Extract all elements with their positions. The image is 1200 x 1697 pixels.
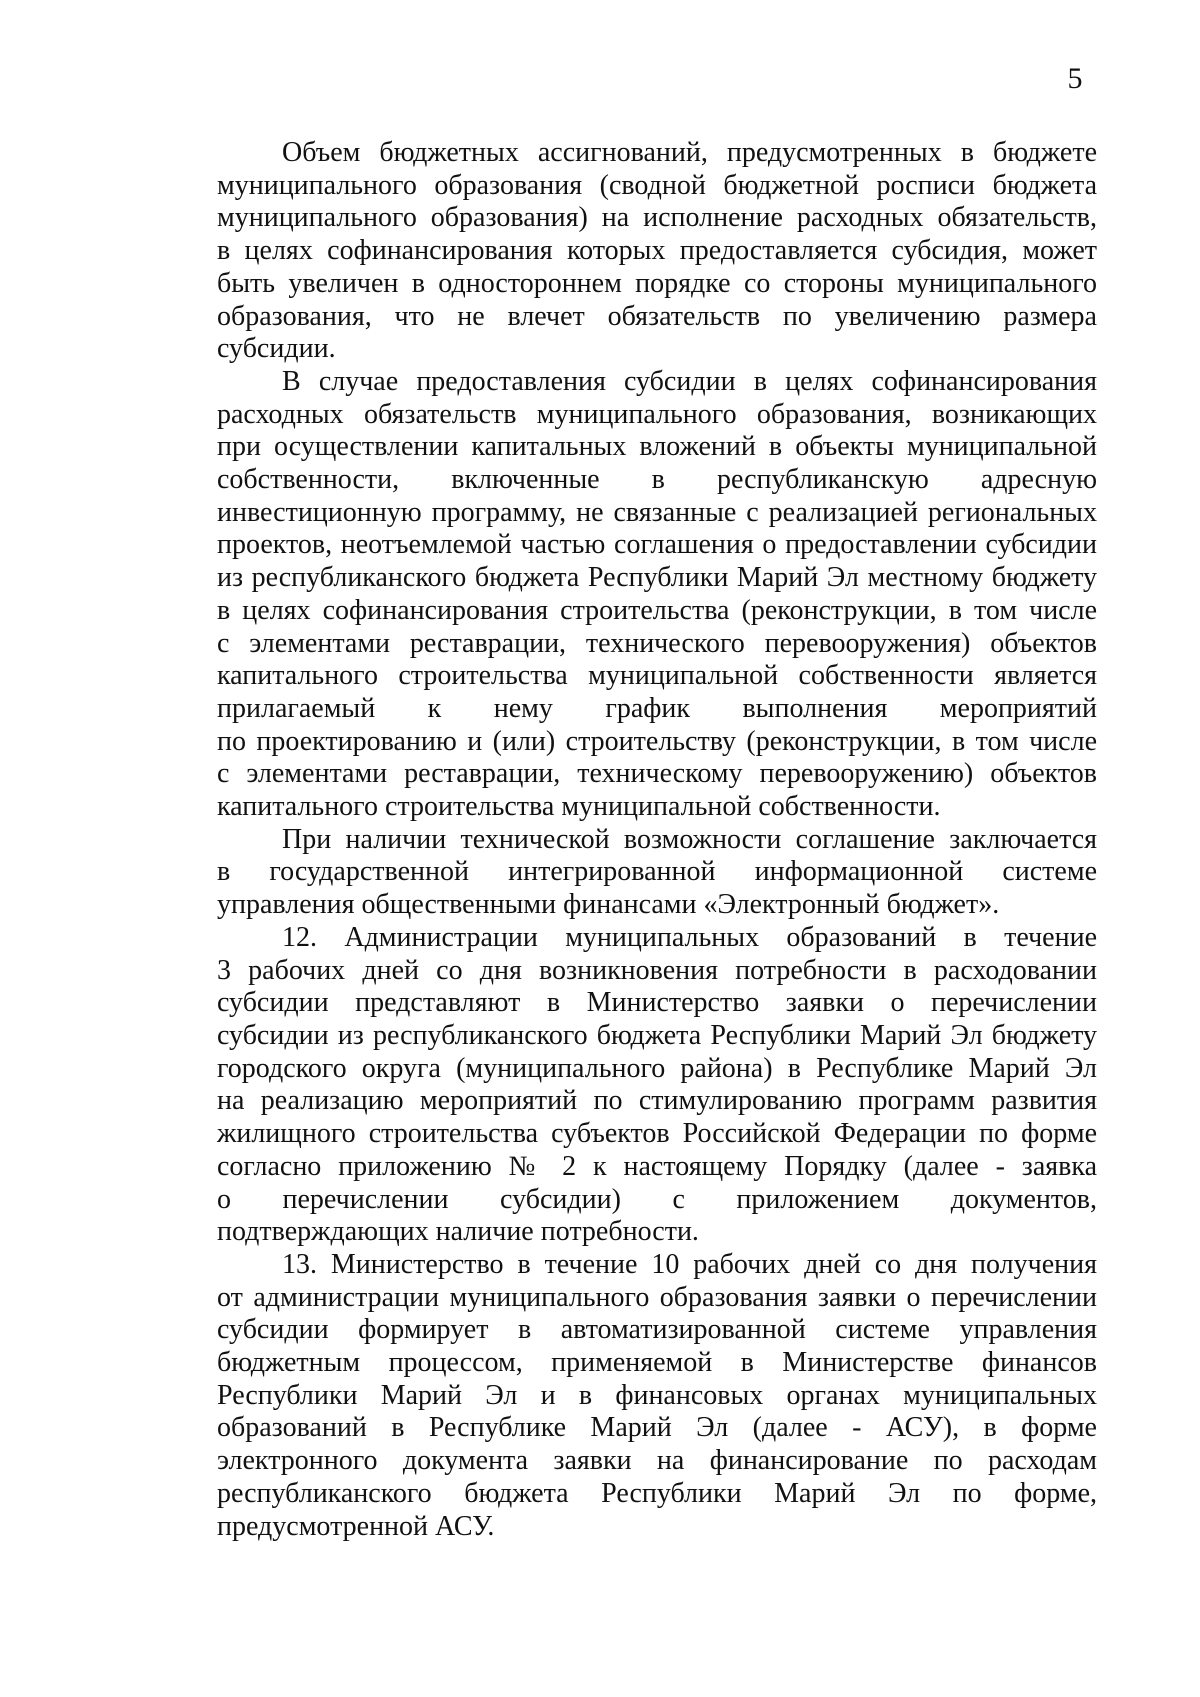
paragraph-budget-allocations [217, 137, 1097, 366]
text-line: согласно приложению № 2 к настоящему Порядку (далее - заявка [217, 1150, 1097, 1182]
text-line: при осуществлении капитальных вложений в объекты муниципальной [217, 431, 1097, 463]
text-line: 12. Администрации муниципальных образований в течение [282, 921, 1097, 953]
text-line: субсидии из республиканского бюджета Республики Марий Эл бюджету [217, 1019, 1097, 1051]
text-line: субсидии представляют в Министерство заявки о перечислении [217, 987, 1097, 1019]
text-line: в целях софинансирования строительства (реконструкции, в том числе [217, 594, 1097, 626]
text-line: 13. Министерство в течение 10 рабочих дней со дня получения [282, 1248, 1097, 1280]
text-line: При наличии технической возможности соглашение заключается [282, 823, 1097, 855]
text-line: о перечислении субсидии) с приложением документов, [217, 1183, 1097, 1215]
text-line: бюджетным процессом, применяемой в Министерстве финансов [217, 1347, 1097, 1379]
text-line: образования, что не влечет обязательств по увеличению размера [217, 300, 1097, 332]
text-line: Объем бюджетных ассигнований, предусмотренных в бюджете [282, 137, 1097, 168]
paragraph-item-13 [217, 1249, 1097, 1543]
text-line: управления общественными финансами «Электронный бюджет». [217, 889, 1000, 921]
text-line: электронного документа заявки на финансирование по расходам [217, 1445, 1097, 1477]
text-line: Республики Марий Эл и в финансовых органах муниципальных [217, 1379, 1097, 1411]
text-line: на реализацию мероприятий по стимулированию программ развития [217, 1085, 1097, 1117]
text-line: капитального строительства муниципальной собственности. [217, 791, 941, 823]
text-line: прилагаемый к нему график выполнения мероприятий [217, 692, 1097, 724]
text-line: городского округа (муниципального района) в Республике Марий Эл [217, 1052, 1097, 1084]
text-line: капитального строительства муниципальной собственности является [217, 660, 1097, 692]
text-line: жилищного строительства субъектов Российской Федерации по форме [217, 1118, 1097, 1150]
text-line: собственности, включенные в республиканскую адресную [217, 464, 1097, 496]
text-line: с элементами реставрации, технического перевооружения) объектов [217, 627, 1097, 659]
text-line: по проектированию и (или) строительству (реконструкции, в том числе [217, 725, 1097, 757]
paragraph-electronic-budget [217, 824, 1097, 922]
text-line: от администрации муниципального образования заявки о перечислении [217, 1281, 1097, 1313]
text-line: В случае предоставления субсидии в целях софинансирования [282, 365, 1097, 397]
text-line: субсидии. [217, 333, 336, 365]
text-line: предусмотренной АСУ. [217, 1510, 495, 1542]
text-line: подтверждающих наличие потребности. [217, 1216, 699, 1248]
text-line: 3 рабочих дней со дня возникновения потребности в расходовании [217, 954, 1097, 986]
text-line: из республиканского бюджета Республики Марий Эл местному бюджету [217, 562, 1097, 594]
page-number: 5 [1067, 62, 1083, 95]
text-line: субсидии формирует в автоматизированной системе управления [217, 1314, 1097, 1346]
text-line: в государственной интегрированной информационной системе [217, 856, 1097, 888]
text-line: проектов, неотъемлемой частью соглашения о предоставлении субсидии [217, 529, 1097, 561]
text-line: образований в Республике Марий Эл (далее - АСУ), в форме [217, 1412, 1097, 1444]
text-line: инвестиционную программу, не связанные с реализацией региональных [217, 496, 1097, 528]
text-line: в целях софинансирования которых предоставляется субсидия, может [217, 235, 1097, 267]
paragraph-item-12 [217, 922, 1097, 1249]
paragraph-capital-investments [217, 366, 1097, 824]
text-line: муниципального образования) на исполнение расходных обязательств, [217, 202, 1097, 234]
document-body [217, 137, 1097, 1543]
text-line: муниципального образования (сводной бюджетной росписи бюджета [217, 169, 1097, 201]
text-line: расходных обязательств муниципального образования, возникающих [217, 398, 1097, 430]
text-line: быть увеличен в одностороннем порядке со стороны муниципального [217, 267, 1097, 299]
text-line: республиканского бюджета Республики Марий Эл по форме, [217, 1477, 1097, 1509]
text-line: с элементами реставрации, техническому перевооружению) объектов [217, 758, 1097, 790]
